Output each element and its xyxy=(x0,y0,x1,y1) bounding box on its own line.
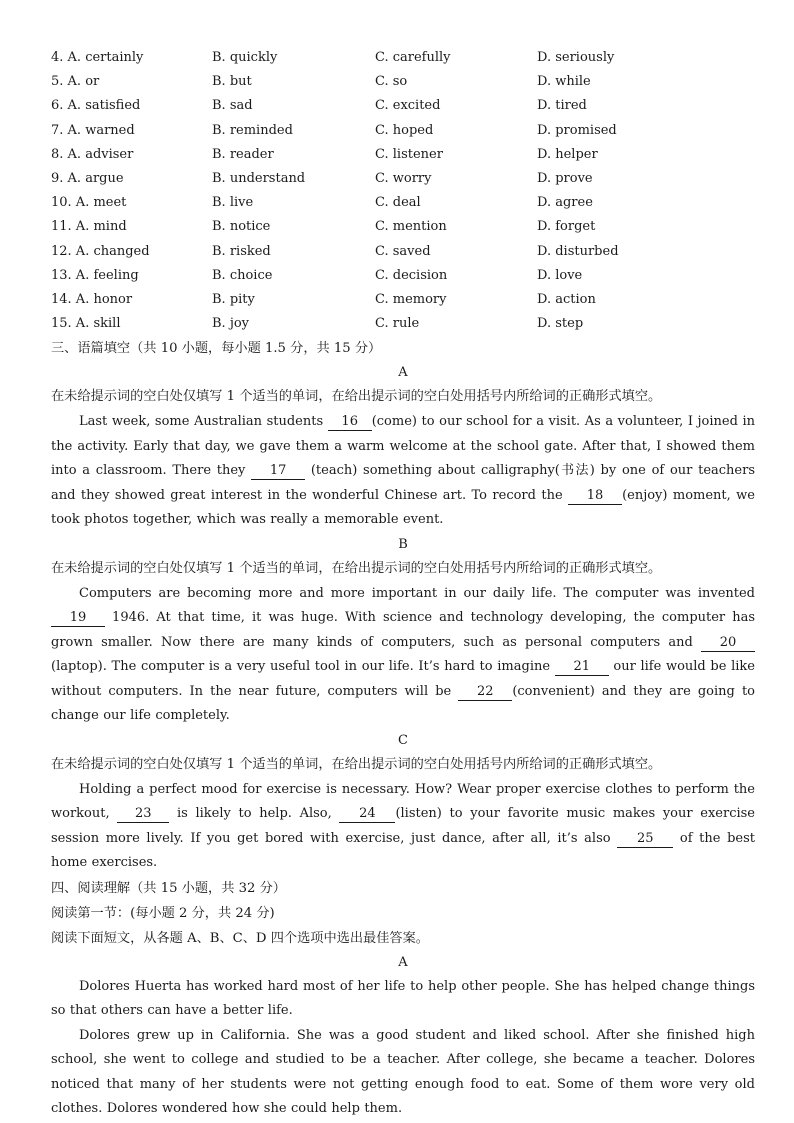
blank-20[interactable]: 20 xyxy=(701,635,755,652)
option-row-12: 12. A. changed B. risked C. saved D. disturbed xyxy=(51,243,619,259)
blank-23[interactable]: 23 xyxy=(117,806,169,823)
section-4-instruction: 阅读下面短文，从各题 A、B、C、D 四个选项中选出最佳答案。 xyxy=(51,930,429,946)
passage-c-instruction: 在未给提示词的空白处仅填写 1 个适当的单词，在给出提示词的空白处用括号内所给词的正确形式填空。 xyxy=(51,756,662,772)
section-3-title: 三、语篇填空（共 10 小题，每小题 1.5 分，共 15 分） xyxy=(51,341,382,357)
option-row-10: 10. A. meet B. live C. deal D. agree xyxy=(51,195,593,211)
option-row-15: 15. A. skill B. joy C. rule D. step xyxy=(51,316,584,332)
blank-25[interactable]: 25 xyxy=(617,831,673,848)
reading-a-paragraph-2: Dolores grew up in California. She was a good student and liked school. After she finished high school, she went to college and studied to be a teacher. After college, she became a teacher. Dolores noticed that many of her students were not getting enough food to eat. Some of them wore very old clothes. Dolores wondered how she could help them. xyxy=(51,1027,755,1117)
reading-a-label: A xyxy=(398,954,408,970)
blank-19[interactable]: 19 xyxy=(51,610,105,627)
option-row-8: 8. A. adviser B. reader C. listener D. helper xyxy=(51,146,598,162)
blank-21[interactable]: 21 xyxy=(555,659,609,676)
section-4-title: 四、阅读理解（共 15 小题，共 32 分） xyxy=(51,880,286,896)
passage-b-text: Computers are becoming more and more important in our daily life. The computer was invented 19 1946. At that time, it was huge. With science and technology developing, the computer has grown smaller. Now there are many kinds of computers, such as personal computers and 20 (laptop). The computer is a very useful tool in our life. It’s hard to imagine 21 our life would be like without computers. In the near future, computers will be 22 (convenient) and they are going to change our life completely. xyxy=(51,585,755,724)
passage-b-instruction: 在未给提示词的空白处仅填写 1 个适当的单词，在给出提示词的空白处用括号内所给词的正确形式填空。 xyxy=(51,560,662,576)
blank-18[interactable]: 18 xyxy=(568,488,622,505)
passage-c-text: Holding a perfect mood for exercise is necessary. How? Wear proper exercise clothes to perform the workout, 23 is likely to help. Also, 24 (listen) to your favorite music makes your exercise session more lively. If you get bored with exercise, just dance, after all, it’s also 25 of the best home exercises. xyxy=(51,781,756,871)
option-row-9: 9. A. argue B. understand C. worry D. prove xyxy=(51,170,593,186)
option-row-14: 14. A. honor B. pity C. memory D. action xyxy=(51,291,596,307)
passage-b-label: B xyxy=(398,536,408,552)
option-row-5: 5. A. or B. but C. so D. while xyxy=(51,74,591,90)
blank-24[interactable]: 24 xyxy=(339,806,395,823)
blank-16[interactable]: 16 xyxy=(328,414,372,431)
passage-c-label: C xyxy=(398,732,408,748)
option-row-13: 13. A. feeling B. choice C. decision D. love xyxy=(51,267,583,283)
options-table xyxy=(51,46,755,336)
section-4-subtitle: 阅读第一节：(每小题 2 分，共 24 分) xyxy=(51,905,275,921)
passage-a-instruction: 在未给提示词的空白处仅填写 1 个适当的单词，在给出提示词的空白处用括号内所给词的正确形式填空。 xyxy=(51,389,662,405)
passage-a-label: A xyxy=(398,365,408,381)
option-row-4: 4. A. certainly B. quickly C. carefully D. seriously xyxy=(51,50,615,65)
exam-page xyxy=(51,46,755,1122)
blank-22[interactable]: 22 xyxy=(458,684,512,701)
option-row-11: 11. A. mind B. notice C. mention D. forget xyxy=(51,219,596,235)
option-row-7: 7. A. warned B. reminded C. hoped D. promised xyxy=(51,122,617,138)
option-row-6: 6. A. satisfied B. sad C. excited D. tired xyxy=(51,98,587,114)
blank-17[interactable]: 17 xyxy=(251,463,305,480)
reading-a-paragraph-1: Dolores Huerta has worked hard most of her life to help other people. She has helped change things so that others can have a better life. xyxy=(51,978,755,1019)
passage-a-text: Last week, some Australian students 16 (come) to our school for a visit. As a volunteer, I joined in the activity. Early that day, we gave them a warm welcome at the school gate. After that, I showed them into a classroom. There they 17 (teach) something about calligraphy(书法) by one of our teachers and they showed great interest in the wonderful Chinese art. To record the 18 (enjoy) moment, we took photos together, which was really a memorable event. xyxy=(51,414,756,528)
